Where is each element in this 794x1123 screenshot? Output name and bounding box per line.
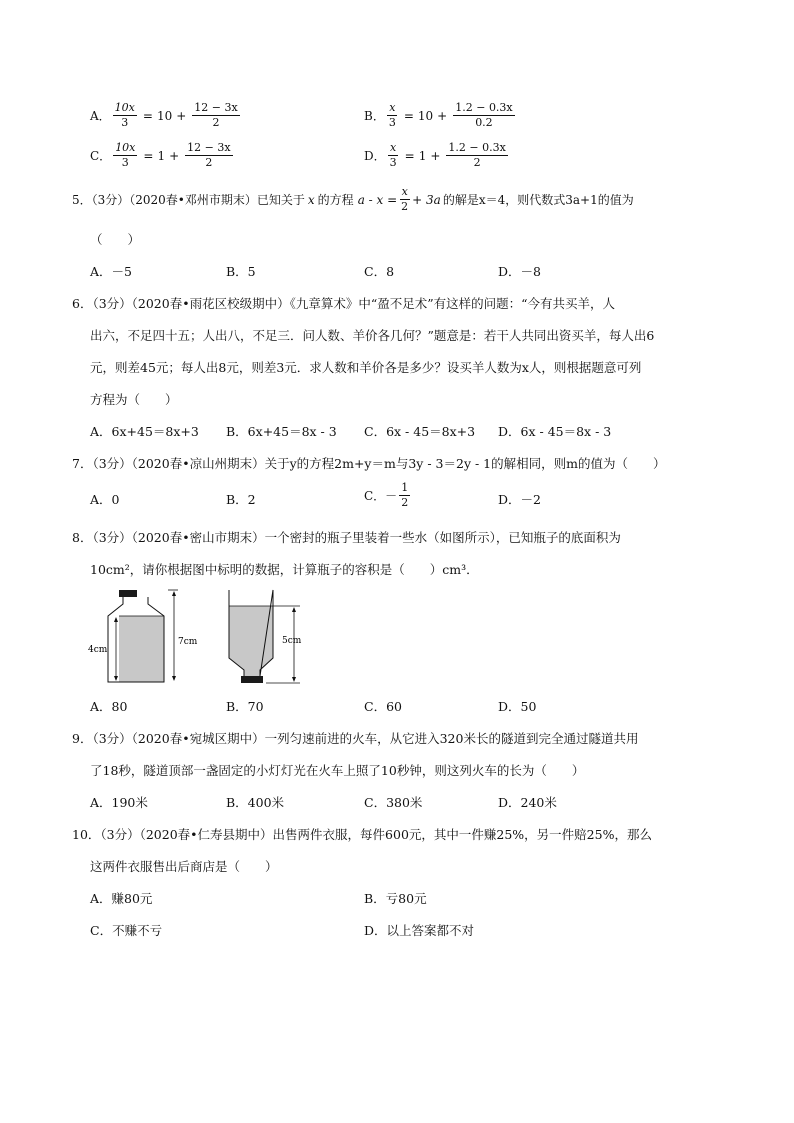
q5-prefix: 5．（3分）（2020春•邓州市期末）已知关于 [72, 193, 305, 208]
label-4cm: 4cm [88, 645, 108, 655]
q9-line1: 9．（3分）（2020春•宛城区期中）一列匀速前进的火车，从它进入320米长的隧道到完全通过隧道共用 [72, 731, 639, 746]
q7-line1: 7．（3分）（2020春•凉山州期末）关于y的方程2m+y＝m与3y - 3＝2y - 1的解相同，则m的值为（ ） [72, 456, 666, 471]
denominator: 3 [121, 116, 129, 130]
q8-option-a: A．80 [90, 699, 128, 714]
q10-option-b: B．亏80元 [364, 891, 427, 906]
plus-sign: + [430, 148, 441, 163]
q5-eq-right: + 3a [412, 192, 441, 207]
fraction [113, 142, 137, 169]
bottle-figure [86, 586, 316, 692]
numerator: 1.2 − 0.3x [446, 142, 507, 156]
q6-line1: 6．（3分）（2020春•雨花区校级期中）《九章算术》中“盈不足术”有这样的问题：“今有共买羊，人 [72, 296, 616, 311]
denominator: 3 [388, 116, 396, 130]
label-5cm: 5cm [282, 636, 302, 646]
arrow-head [292, 607, 296, 612]
option-letter: A． [90, 109, 111, 124]
q8-option-c: C．60 [364, 699, 402, 714]
numerator: x [388, 142, 398, 156]
numerator: 10x [113, 102, 137, 116]
q5-option-d: D．－8 [498, 264, 541, 279]
q10-option-c: C．不赚不亏 [90, 923, 163, 938]
q5-eq-left: a - x = [357, 192, 398, 207]
q9-line2: 了18秒，隧道顶部一盏固定的小灯灯光在火车上照了10秒钟，则这列火车的长为（ ） [90, 763, 585, 778]
denominator: 3 [121, 156, 129, 170]
fraction [113, 102, 137, 129]
fraction [388, 142, 399, 169]
q7-option-c [364, 482, 412, 509]
plus-sign: + [176, 108, 187, 123]
q4-option-c [90, 142, 235, 169]
q4-option-d [364, 142, 510, 169]
fraction [446, 142, 507, 169]
equals-sign: = [404, 148, 415, 163]
q5-option-c: C．8 [364, 264, 395, 279]
option-letter: C． [90, 149, 112, 164]
fraction [387, 102, 398, 129]
denominator: 3 [389, 156, 397, 170]
q8-line1: 8．（3分）（2020春•密山市期末）一个密封的瓶子里装着一些水（如图所示），已知瓶子的底面积为 [72, 530, 621, 545]
q6-line2: 出六，不足四十五；人出八，不足三．问人数、羊价各几何？”题意是：若干人共同出资买羊，每人出6 [90, 328, 655, 343]
q4-option-b [364, 102, 517, 129]
numerator: 12 − 3x [185, 142, 232, 156]
q6-option-d: D．6x - 45＝8x - 3 [498, 424, 612, 439]
denominator: 2 [473, 156, 481, 170]
fraction [399, 186, 410, 213]
numerator: 1.2 − 0.3x [453, 102, 514, 116]
numerator: 1 [399, 482, 410, 496]
arrow-head [114, 617, 118, 622]
fraction [399, 482, 410, 509]
q6-option-b: B．6x+45＝8x - 3 [226, 424, 337, 439]
inverted-bottle [229, 590, 302, 683]
q4-option-a [90, 102, 242, 129]
bottle-cap [119, 590, 137, 597]
denominator: 2 [401, 200, 409, 214]
constant: 1 [157, 148, 166, 163]
q9-option-c: C．380米 [364, 795, 423, 810]
constant: 1 [418, 148, 427, 163]
q10-line1: 10．（3分）（2020春•仁寿县期中）出售两件衣服，每件600元，其中一件赚25%，另一件赔25%，那么 [72, 827, 652, 842]
q7-option-b: B．2 [226, 492, 256, 507]
equals-sign: = [403, 108, 414, 123]
label-7cm: 7cm [178, 637, 198, 647]
fraction [185, 142, 232, 169]
q5-var: x [307, 192, 315, 207]
fraction [453, 102, 514, 129]
q8-option-d: D．50 [498, 699, 537, 714]
q10-option-d: D．以上答案都不对 [364, 923, 475, 938]
q9-option-a: A．190米 [90, 795, 148, 810]
option-letter: B． [364, 109, 385, 124]
denominator: 2 [212, 116, 220, 130]
numerator: x [400, 186, 410, 200]
constant: 10 [417, 108, 434, 123]
equals-sign: = [142, 108, 153, 123]
arrow-head [172, 676, 176, 681]
arrow-head [114, 676, 118, 681]
q6-line3: 元，则差45元；每人出8元，则差3元．求人数和羊价各是多少？设买羊人数为x人，则根据题意可列 [90, 360, 642, 375]
q7-option-d: D．－2 [498, 492, 541, 507]
option-letter: D． [364, 149, 386, 164]
q10-option-a: A．赚80元 [90, 891, 153, 906]
arrow-head [292, 677, 296, 682]
plus-sign: + [437, 108, 448, 123]
q6-option-a: A．6x+45＝8x+3 [90, 424, 199, 439]
constant: 10 [156, 108, 173, 123]
q5-mid: 的方程 [317, 193, 354, 208]
denominator: 2 [401, 496, 409, 510]
denominator: 2 [205, 156, 213, 170]
q5-suffix: 的解是x＝4，则代数式3a+1的值为 [442, 193, 634, 208]
q5-stem [72, 186, 634, 213]
q8-line2: 10cm²，请你根据图中标明的数据，计算瓶子的容积是（ ）cm³． [90, 562, 479, 577]
q7-option-a: A．0 [90, 492, 120, 507]
numerator: 10x [113, 142, 137, 156]
fraction [192, 102, 239, 129]
equals-sign: = [143, 148, 154, 163]
q6-option-c: C．6x - 45＝8x+3 [364, 424, 476, 439]
q5-paren: （ ） [90, 232, 141, 247]
arrow-head [172, 591, 176, 596]
q9-option-d: D．240米 [498, 795, 557, 810]
denominator: 0.2 [475, 116, 493, 130]
option-letter: C．－ [364, 489, 398, 504]
q10-line2: 这两件衣服售出后商店是（ ） [90, 859, 278, 874]
bottle-cap [241, 676, 263, 683]
numerator: 12 − 3x [192, 102, 239, 116]
water-fill [119, 616, 164, 682]
plus-sign: + [169, 148, 180, 163]
q8-option-b: B．70 [226, 699, 264, 714]
q9-option-b: B．400米 [226, 795, 285, 810]
q5-option-a: A．－5 [90, 264, 132, 279]
numerator: x [387, 102, 397, 116]
q6-line4: 方程为（ ） [90, 392, 178, 407]
upright-bottle [88, 590, 198, 682]
q5-option-b: B．5 [226, 264, 256, 279]
water-fill-neck [229, 658, 273, 676]
